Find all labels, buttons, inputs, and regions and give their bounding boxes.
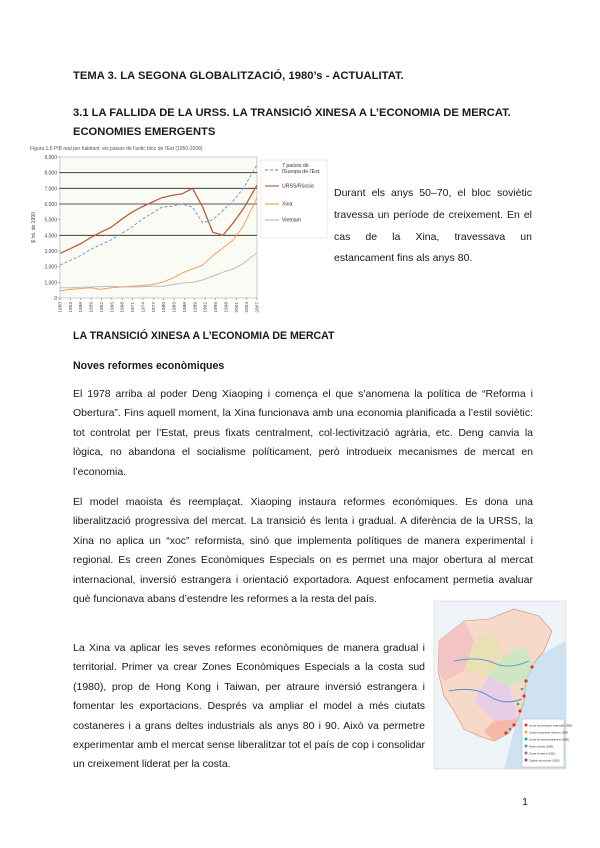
y-tick-label: 6,000 [44, 202, 57, 208]
y-tick-label: 4,000 [44, 233, 57, 240]
y-tick-label: 8,000 [44, 170, 57, 177]
x-tick-label: 1956 [79, 302, 85, 313]
x-tick-label: 1986 [182, 302, 188, 313]
y-tick-label: 7,000 [44, 186, 57, 193]
map-legend-marker [525, 759, 528, 762]
x-tick-label: 1998 [224, 302, 230, 313]
x-tick-label: 1977 [151, 302, 157, 313]
y-axis-label: $ Int. de 1990 [31, 212, 37, 243]
map-legend-label: Zones econòmiques especials (1980) [529, 724, 573, 728]
map-legend-marker [525, 724, 528, 727]
x-tick-label: 2001 [234, 302, 240, 313]
legend-label: URSS/Rússia [282, 183, 314, 190]
x-tick-label: 1965 [110, 302, 116, 313]
legend-label: Xina [282, 201, 293, 208]
y-tick-label: 1,000 [44, 280, 57, 287]
paragraph-1: El 1978 arriba al poder Deng Xiaoping i comença el que s’anomena la política de “Reforma i Obertura”. Fins aquell moment, la Xina funcionava amb una economia planificada a l’estil soviètic: tot controlat per l’Estat, preus fixats centralment, col·lectivització agrària, etc. Deng canvia la lògica, no abandona el socialisme políticament, però introdueix mecanismes de mercat en l’economia. [73, 388, 533, 478]
y-tick-label: 2,000 [44, 264, 57, 271]
y-tick-label: 9,000 [44, 155, 57, 161]
map-legend-marker [525, 731, 528, 734]
map-legend-marker [525, 738, 528, 741]
x-tick-label: 1992 [203, 302, 209, 313]
y-tick-label: 0 [54, 296, 57, 302]
x-tick-label: 2004 [245, 302, 251, 313]
document-title: TEMA 3. LA SEGONA GLOBALITZACIÓ, 1980’s - ACTUALITAT. [73, 70, 404, 82]
legend-label-line: l'Europa de l'Est [282, 169, 320, 175]
paragraph-2: El model maoista és reemplaçat. Xiaoping instaura reformes econòmiques. Es dona una liberalització progressiva del mercat. La transició és lenta i gradual. A diferència de la URSS, la Xina no aplica un “xoc” reformista, sinó que implementa polítiques de manera experimental i regional. Es creen Zones Econòmiques Especials on es permet una major obertura al mercat internacional, inversió estrangera i orientació exportadora. Aquest enfocament permetia avaluar què funcionava abans d’estendre les reformes a la resta del país. [73, 496, 533, 606]
map-legend-label: Capitals provincials (1992) [529, 759, 560, 763]
figure-caption: Figura 1.5 PIB real per habitant: els països de l'antic bloc de l'Est (1950-2008) [30, 146, 203, 152]
x-tick-label: 1974 [141, 302, 147, 313]
x-tick-label: 1968 [120, 302, 126, 313]
y-tick-label: 5,000 [44, 217, 57, 224]
x-tick-label: 1962 [99, 302, 105, 313]
map-legend-label: Zones fronteres (1992) [529, 752, 556, 756]
x-tick-label: 1971 [131, 302, 137, 313]
x-tick-label: 1950 [58, 302, 64, 313]
gdp-line-chart [27, 152, 329, 322]
section-heading: 3.1 LA FALLIDA DE LA URSS. LA TRANSICIÓ XINESA A L’ECONOMIA DE MERCAT. ECONOMIES EMERGENTS [73, 107, 511, 138]
x-tick-label: 1995 [214, 302, 220, 313]
map-legend-label: Zones de desenvolupament (1985) [529, 738, 570, 742]
x-tick-label: 2007 [255, 302, 261, 313]
legend-label-line: 7 països de [282, 163, 309, 169]
x-tick-label: 1983 [172, 302, 178, 313]
china-sez-map [434, 601, 573, 769]
x-tick-label: 1980 [162, 302, 168, 313]
x-tick-label: 1959 [89, 302, 95, 313]
map-legend-label: Àrees obertes (1988) [529, 745, 554, 749]
map-legend-label: Ciutats costaneres obertes (1984) [529, 731, 569, 735]
legend-label: Vietnam [282, 217, 301, 224]
map-legend-marker [525, 752, 528, 755]
paragraph-3: La Xina va aplicar les seves reformes econòmiques de manera gradual i territorial. Primer va crear Zones Econòmiques Especials a la costa sud (1980), prop de Hong Kong i Taiwan, per atraure inversió estrangera i fomentar les exportacions. Després va ampliar el model a més ciutats costaneres i a grans deltes industrials als anys 80 i 90. Això va permetre experimentar amb el mercat sense liberalitzar tot el país de cop i consolidar un creixement liderat per la costa. [73, 642, 425, 771]
subheading: Noves reformes econòmiques [73, 360, 225, 372]
plot-area [60, 157, 257, 298]
x-tick-label: 1989 [193, 302, 199, 313]
subsection-heading: LA TRANSICIÓ XINESA A L’ECONOMIA DE MERCAT [73, 330, 335, 342]
y-tick-label: 3,000 [44, 249, 57, 255]
map-legend-marker [525, 745, 528, 748]
page-number: 1 [522, 796, 528, 808]
x-tick-label: 1953 [68, 302, 74, 313]
chart-comment-paragraph: Durant els anys 50–70, el bloc soviètic travessa un període de creixement. En el cas de la Xina, travessava un estancament fins als anys 80. [334, 187, 532, 265]
